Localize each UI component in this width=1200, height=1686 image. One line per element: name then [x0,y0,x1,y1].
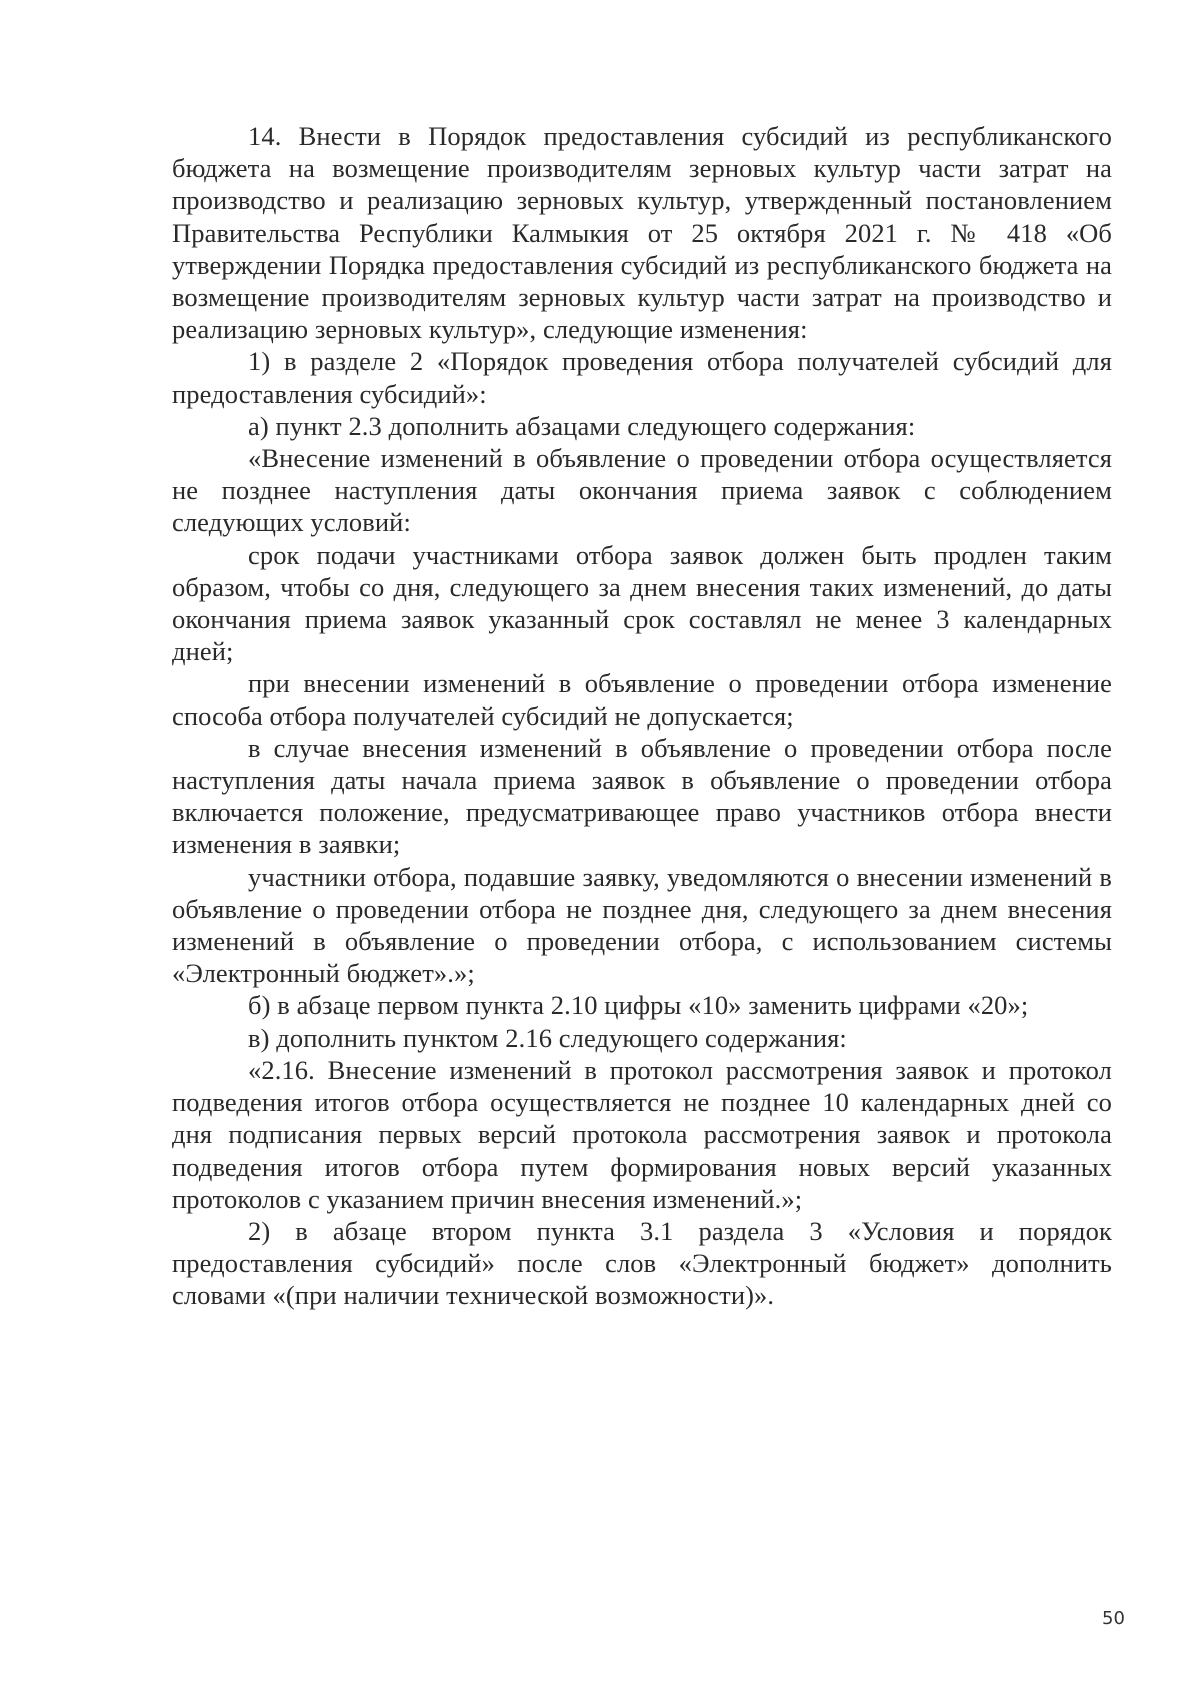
paragraph-subitem-b: б) в абзаце первом пункта 2.10 цифры «10» заменить цифрами «20»; [248,990,1029,1021]
paragraph-method: при внесении изменений в объявление о проведении отбора изменение способа отбора получателей субсидий не допускается; [172,668,1112,731]
paragraph-deadline: срок подачи участниками отбора заявок должен быть продлен таким образом, чтобы со дня, следующего за днем внесения таких изменений, до даты окончания приема заявок указанный срок составлял не менее 3 календарных дней; [172,539,1112,667]
page-number: 50 [1102,1608,1125,1629]
paragraph-quote-start: «Внесение изменений в объявление о проведении отбора осуществляется не позднее наступления даты окончания приема заявок с соблюдением следующих условий: [172,443,1112,538]
paragraph-item-14: 14. Внести в Порядок предоставления субсидий из республиканского бюджета на возмещение производителям зерновых культур части затрат на производство и реализацию зерновых культур, утвержденный постановлением Правительства Республики Калмыкия от 25 октября 2021 г. № 418 «Об утверждении Порядка предоставления субсидий из республиканского бюджета на возмещение производителям зерновых культур части затрат на производство и реализацию зерновых культур», следующие изменения: [172,121,1112,345]
paragraph-notification: участники отбора, подавшие заявку, уведомляются о внесении изменений в объявление о проведении отбора не позднее дня, следующего за днем внесения изменений в объявление о проведении отбора, с использованием системы «Электронный бюджет».»; [172,861,1112,989]
paragraph-changes-after-start: в случае внесения изменений в объявление о проведении отбора после наступления даты начала приема заявок в объявление о проведении отбора включается положение, предусматривающее право участников отбора внести изменения в заявки; [172,732,1112,860]
paragraph-item-2-16: «2.16. Внесение изменений в протокол рассмотрения заявок и протокол подведения итогов отбора осуществляется не позднее 10 календарных дней со дня подписания первых версий протокола рассмотрения заявок и протокола подведения итогов отбора путем формирования новых версий указанных протоколов с указанием причин внесения изменений.»; [172,1054,1112,1214]
paragraph-subitem-1: 1) в разделе 2 «Порядок проведения отбора получателей субсидий для предоставления субсидий»: [172,346,1112,409]
paragraph-subitem-v: в) дополнить пунктом 2.16 следующего содержания: [248,1022,847,1053]
document-body [172,120,1112,1312]
paragraph-subitem-a: а) пункт 2.3 дополнить абзацами следующего содержания: [248,410,916,441]
paragraph-subitem-2: 2) в абзаце втором пункта 3.1 раздела 3 «Условия и порядок предоставления субсидий» после слов «Электронный бюджет» дополнить словами «(при наличии технической возможности)». [172,1215,1112,1311]
